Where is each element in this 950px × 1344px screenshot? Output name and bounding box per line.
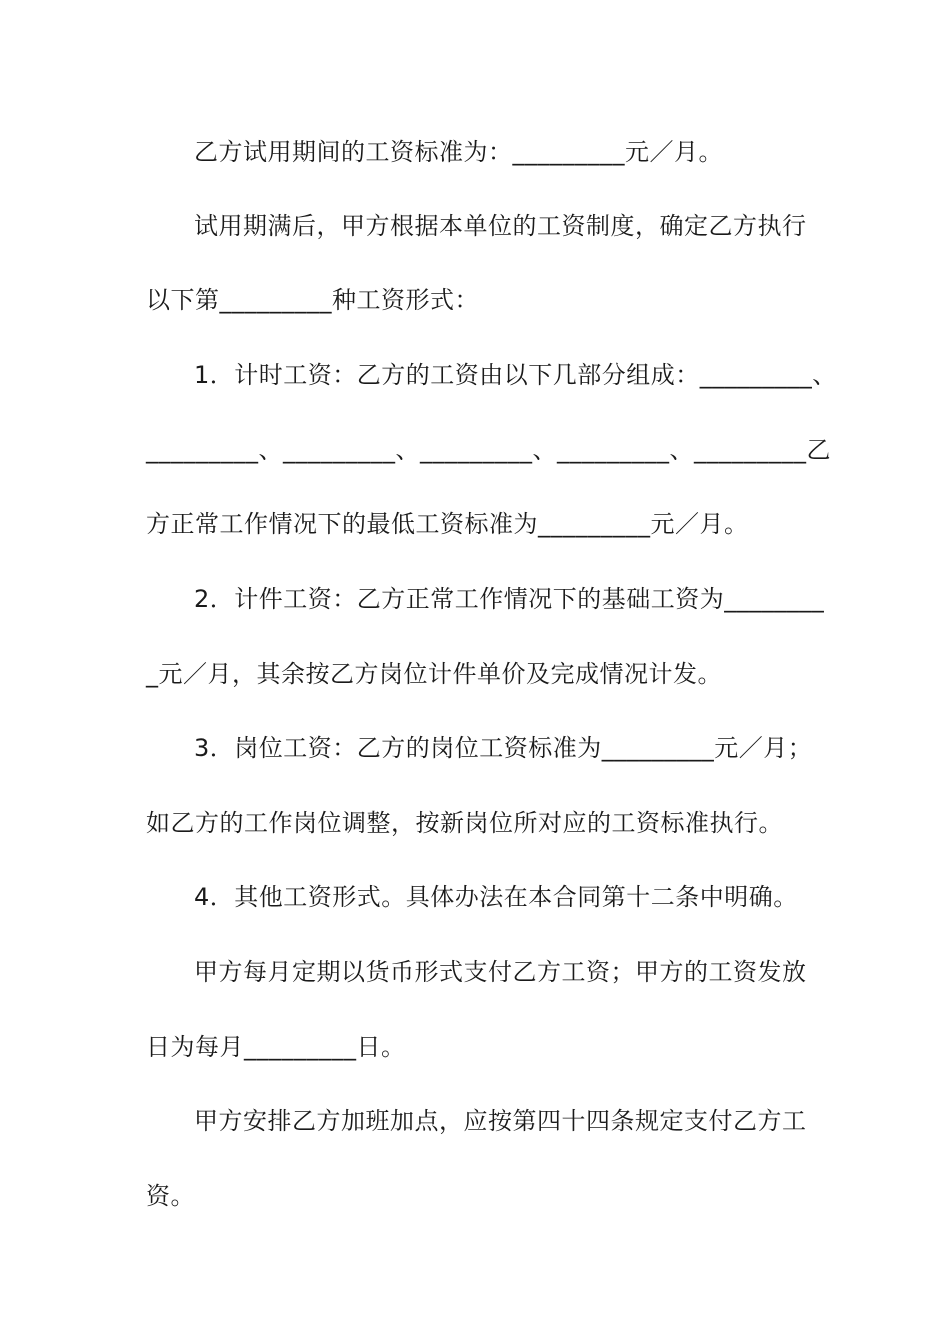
- paragraph-line: 方正常工作情况下的最低工资标准为_________元／月。: [146, 510, 749, 538]
- paragraph-line: _________、_________、_________、_________、_________乙: [146, 436, 831, 464]
- paragraph-line: 1．计时工资：乙方的工资由以下几部分组成：_________、: [194, 361, 837, 389]
- paragraph-line: 试用期满后，甲方根据本单位的工资制度，确定乙方执行: [194, 212, 807, 240]
- paragraph-line: 甲方每月定期以货币形式支付乙方工资；甲方的工资发放: [194, 958, 807, 986]
- paragraph-line: 如乙方的工作岗位调整，按新岗位所对应的工资标准执行。: [146, 809, 783, 837]
- paragraph-line: 资。: [146, 1182, 195, 1210]
- paragraph-line: 乙方试用期间的工资标准为：_________元／月。: [194, 138, 723, 166]
- paragraph-line: 以下第_________种工资形式：: [146, 286, 479, 314]
- paragraph-line: 3．岗位工资：乙方的岗位工资标准为_________元／月；: [194, 734, 813, 762]
- paragraph-line: 2．计件工资：乙方正常工作情况下的基础工资为________: [194, 585, 825, 613]
- paragraph-line: 4．其他工资形式。具体办法在本合同第十二条中明确。: [194, 883, 798, 911]
- paragraph-line: _元／月，其余按乙方岗位计件单价及完成情况计发。: [146, 660, 722, 688]
- paragraph-line: 日为每月_________日。: [146, 1033, 406, 1061]
- paragraph-line: 甲方安排乙方加班加点，应按第四十四条规定支付乙方工: [194, 1107, 807, 1135]
